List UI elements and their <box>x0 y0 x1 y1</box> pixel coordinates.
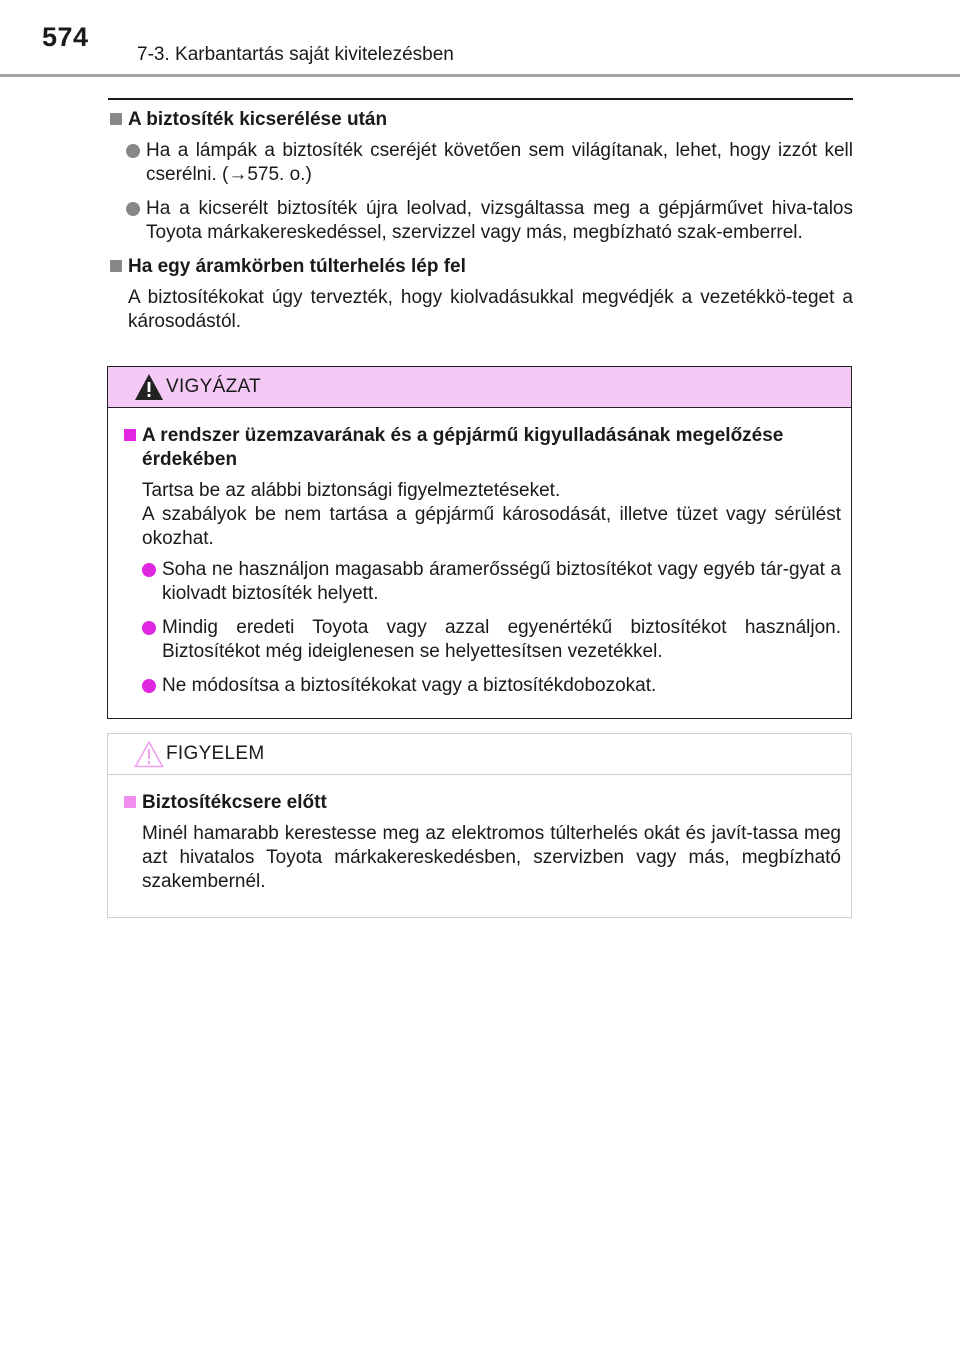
notice-heading <box>122 791 841 815</box>
warning-heading-text: A rendszer üzemzavarának és a gépjármű kigyulladásának megelőzése érdekében <box>142 425 784 470</box>
list-item-text: Mindig eredeti Toyota vagy azzal egyenértékű biztosítékot használjon. Biztosítékot még ideiglenesen se helyettesítsen vezetékkel. <box>162 617 841 662</box>
paragraph: A szabályok be nem tartása a gépjármű károsodását, illetve tüzet vagy sérülést okozhat. <box>142 504 841 549</box>
paragraph: Tartsa be az alábbi biztonsági figyelmeztetéseket. <box>142 480 561 501</box>
list-item <box>122 674 841 698</box>
list-item-text: Ha a lámpák a biztosíték cseréjét követően sem világítanak, lehet, hogy izzót kell cserélni. (→575. o.) <box>146 140 853 185</box>
warning-triangle-icon <box>133 372 165 402</box>
warning-box-header <box>108 367 851 408</box>
notice-label: FIGYELEM <box>166 743 265 764</box>
circle-bullet-icon <box>142 679 156 693</box>
list-item-text: Ha a kicserélt biztosíték újra leolvad, vizsgáltassa meg a gépjárművet hiva-talos Toyota márkakereskedéssel, szervizzel vagy más, megbízható szak-emberrel. <box>146 198 853 243</box>
warning-heading <box>122 424 841 472</box>
paragraph: A biztosítékokat úgy tervezték, hogy kiolvadásukkal megvédjék a vezetékkö-teget a károsodástól. <box>128 287 853 332</box>
square-bullet-icon <box>124 796 136 808</box>
section-heading-text: Ha egy áramkörben túlterhelés lép fel <box>128 256 466 277</box>
content-rule <box>108 98 853 100</box>
section-heading <box>108 108 853 132</box>
section-heading <box>108 255 853 279</box>
list-item-text: Ne módosítsa a biztosítékokat vagy a biztosítékdobozokat. <box>162 675 657 696</box>
warning-box-body <box>108 408 851 698</box>
list-item <box>108 197 853 245</box>
notice-box-header <box>108 734 851 775</box>
list-item <box>122 558 841 606</box>
paragraph: Minél hamarabb kerestesse meg az elektromos túlterhelés okát és javít-tassa meg azt hivatalos Toyota márkakereskedésben, szervizben vagy más, megbízható szakembernél. <box>142 823 841 892</box>
notice-box-body <box>108 775 851 894</box>
notice-box <box>107 733 852 918</box>
section-heading-text: A biztosíték kicserélése után <box>128 109 388 130</box>
list-item-text: Soha ne használjon magasabb áramerősségű biztosítékot vagy egyéb tár-gyat a kiolvadt biztosíték helyett. <box>162 559 841 604</box>
circle-bullet-icon <box>126 144 140 158</box>
page-number: 574 <box>42 22 89 52</box>
main-content <box>108 108 853 334</box>
square-bullet-icon <box>110 113 122 125</box>
header-rule <box>0 74 960 77</box>
circle-bullet-icon <box>126 202 140 216</box>
notice-heading-text: Biztosítékcsere előtt <box>142 792 327 813</box>
warning-label: VIGYÁZAT <box>166 376 261 397</box>
circle-bullet-icon <box>142 621 156 635</box>
caution-triangle-icon <box>133 739 165 769</box>
warning-box <box>107 366 852 719</box>
square-bullet-icon <box>124 429 136 441</box>
circle-bullet-icon <box>142 563 156 577</box>
section-title: 7-3. Karbantartás saját kivitelezésben <box>137 44 454 65</box>
list-item <box>122 616 841 664</box>
square-bullet-icon <box>110 260 122 272</box>
list-item <box>108 139 853 187</box>
